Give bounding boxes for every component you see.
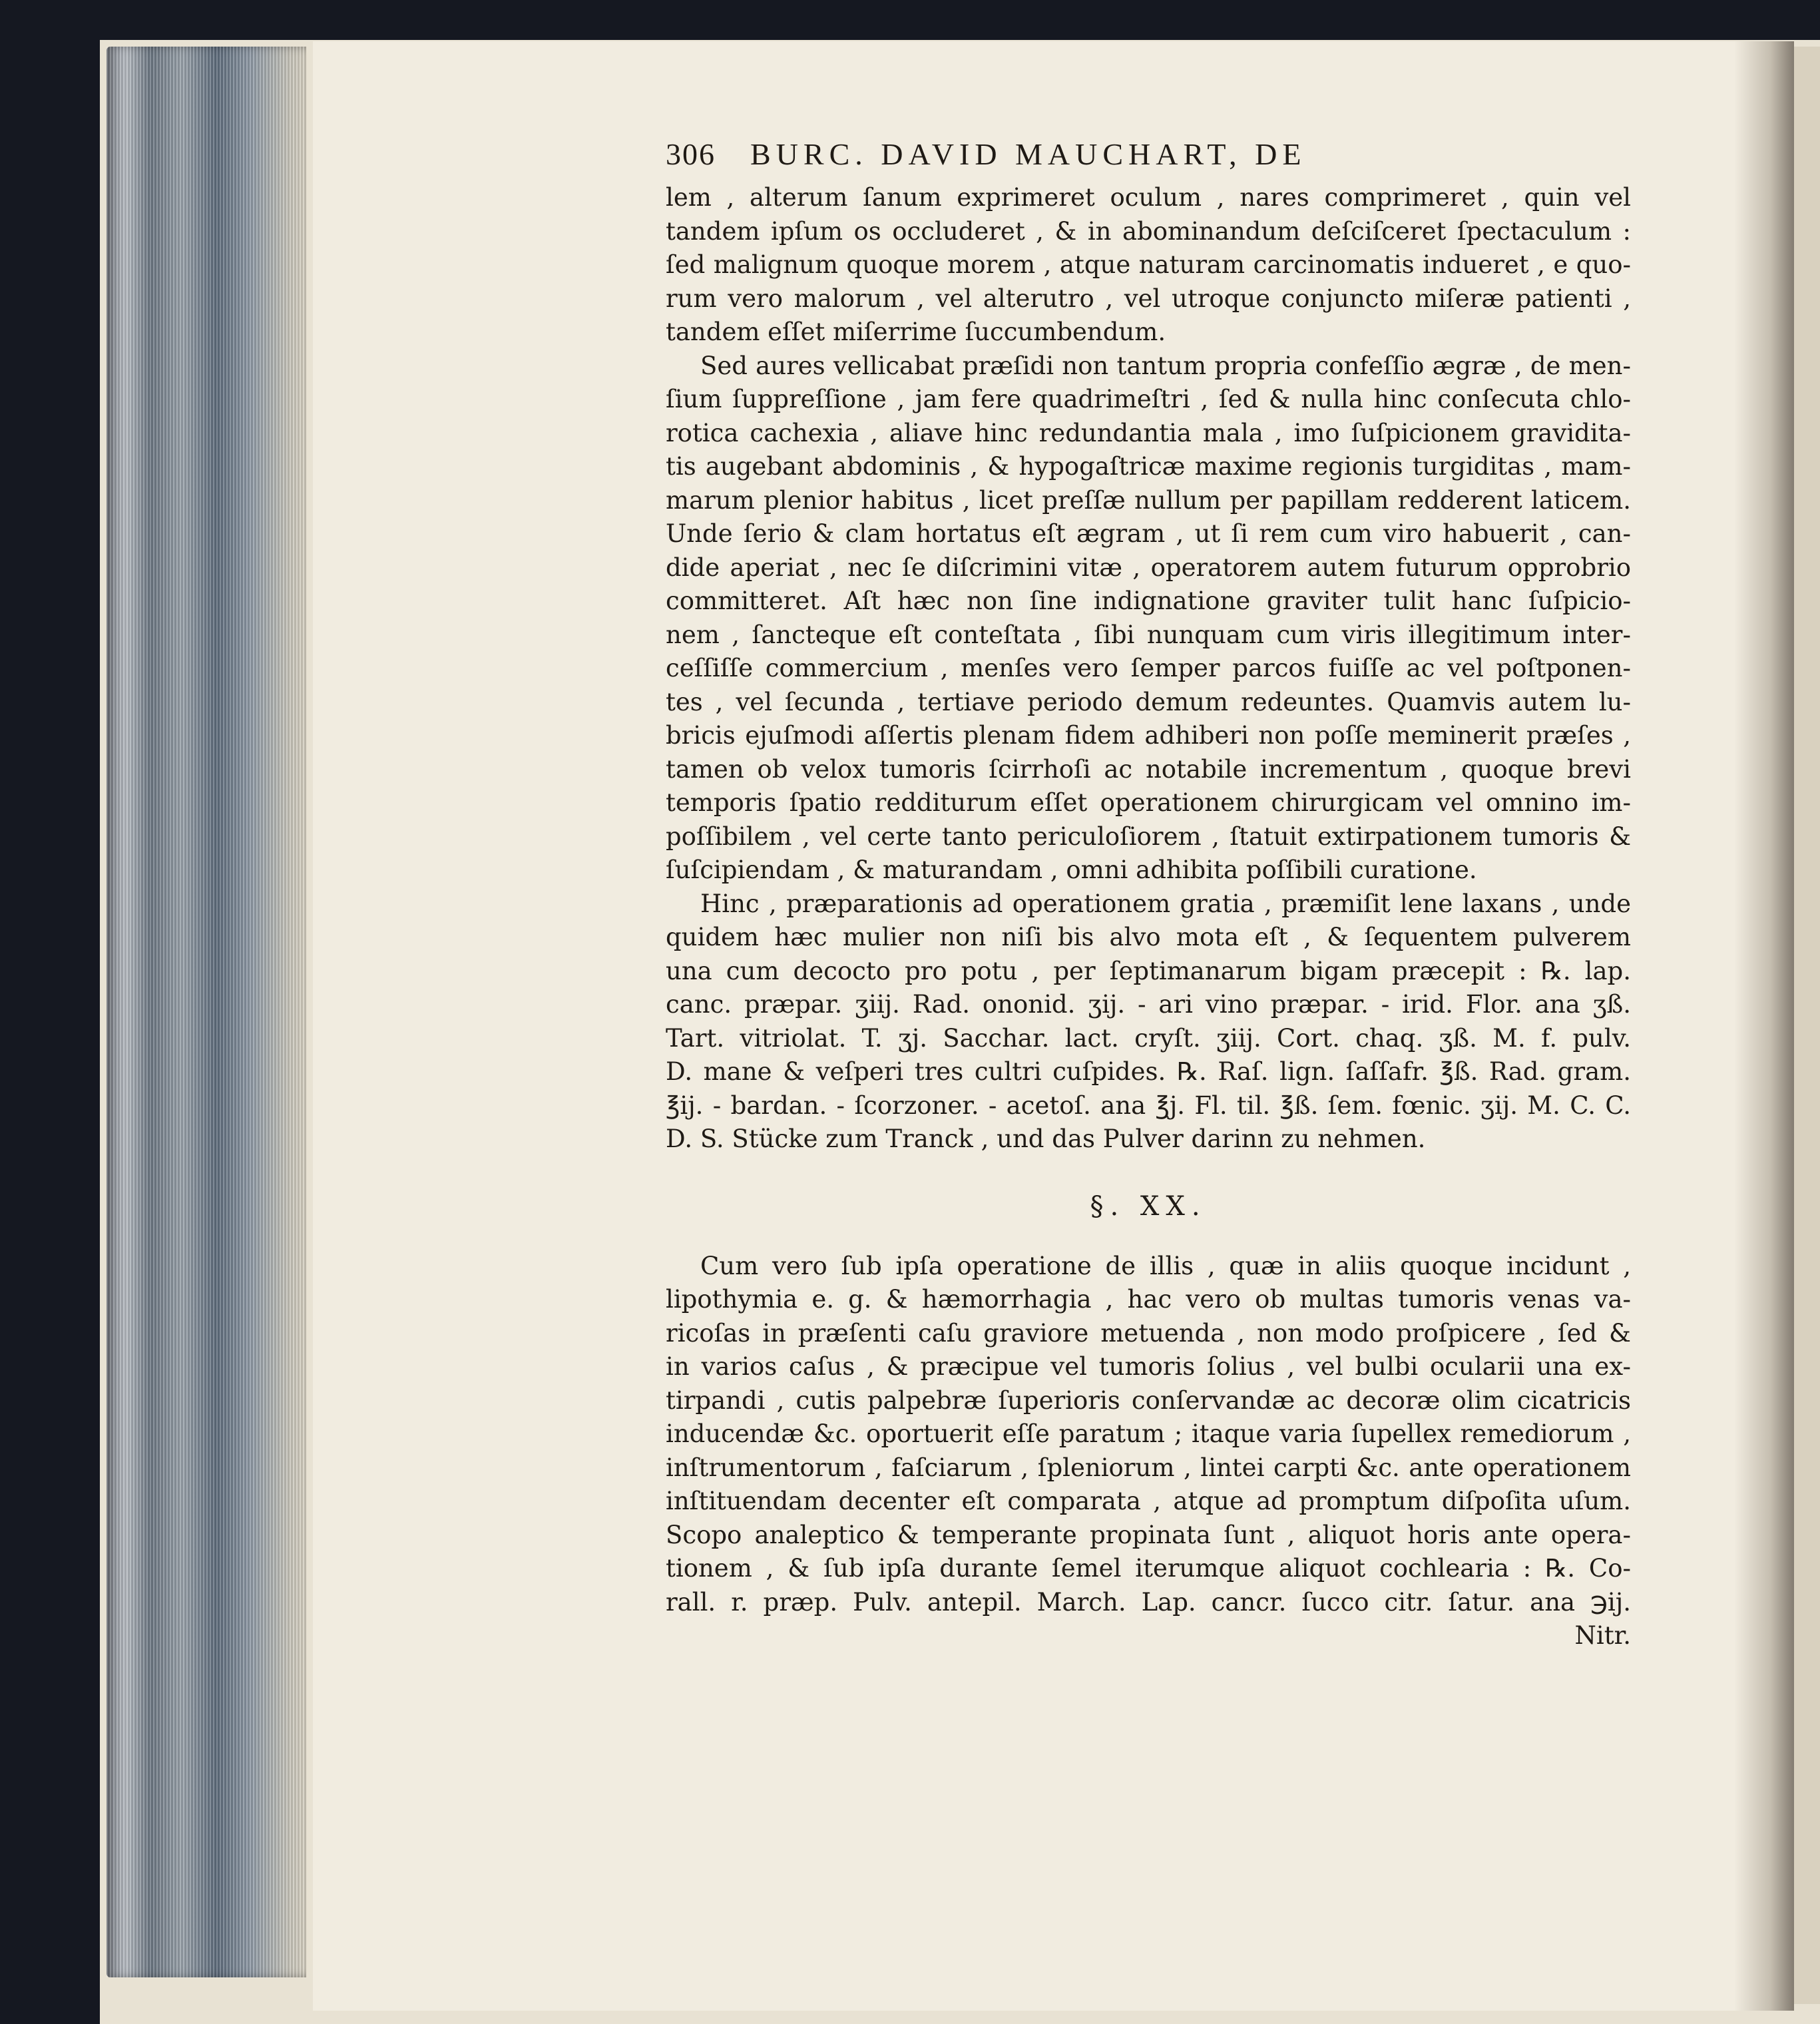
text-line: ſium ſuppreſſione , jam fere quadrimeſtri , ſed & nulla hinc conſecuta chlo- — [666, 385, 1631, 413]
paragraph-3 — [666, 887, 1631, 1156]
page-text — [666, 133, 1631, 1653]
text-line: bricis ejuſmodi aſſertis plenam fidem adhiberi non poſſe meminerit præſes , — [666, 721, 1631, 750]
text-line: D. S. Stücke zum Tranck , und das Pulver darinn zu nehmen. — [666, 1125, 1426, 1153]
text-line: tis augebant abdominis , & hypogaſtricæ maxime regionis turgiditas , mam- — [666, 452, 1631, 481]
text-line: lipothymia e. g. & hæmorrhagia , hac vero ob multas tumoris venas va- — [666, 1285, 1631, 1314]
paragraph-1 — [666, 181, 1631, 350]
text-line: tandem eſſet miſerrime ſuccumbendum. — [666, 318, 1166, 346]
text-line: temporis ſpatio redditurum eſſet operationem chirurgicam vel omnino im- — [666, 788, 1631, 817]
facing-page-edge — [1794, 47, 1820, 2004]
page-number: 306 — [666, 137, 716, 171]
running-title: BURC. DAVID MAUCHART, DE — [750, 137, 1307, 171]
text-line: tamen ob velox tumoris ſcirrhoſi ac notabile incrementum , quoque brevi — [666, 754, 1631, 784]
text-line: rall. r. præp. Pulv. antepil. March. Lap. cancr. ſucco citr. ſatur. ana ℈ij. — [666, 1587, 1631, 1617]
text-line: poſſibilem , vel certe tanto periculoſiorem , ſtatuit extirpationem tumoris & — [666, 822, 1631, 851]
text-line: ſed malignum quoque morem , atque naturam carcinomatis indueret , e quo- — [666, 250, 1631, 279]
text-line: tionem , & ſub ipſa durante ſemel iterumque aliquot cochlearia : ℞. Co- — [666, 1554, 1631, 1583]
text-line: ſuſcipiendam , & maturandam , omni adhibita poſſibili curatione. — [666, 856, 1477, 884]
text-line: ceſſiſſe commercium , menſes vero ſemper parcos fuiſſe ac vel poſtponen- — [666, 654, 1631, 682]
catchword: Nitr. — [1574, 1621, 1631, 1650]
text-line: Hinc , præparationis ad operationem gratia , præmiſit lene laxans , unde — [700, 889, 1631, 918]
text-line: marum plenior habitus , licet preſſæ nullum per papillam redderent laticem. — [666, 485, 1631, 515]
text-line: Scopo analeptico & temperante propinata ſunt , aliquot horis ante opera- — [666, 1520, 1631, 1549]
text-line: ricoſas in præſenti caſu graviore metuenda , non modo proſpicere , ſed & — [666, 1318, 1631, 1348]
text-line: Unde ſerio & clam hortatus eſt ægram , ut ſi rem cum viro habuerit , can- — [666, 519, 1631, 548]
text-line: tirpandi , cutis palpebræ ſuperioris conſervandæ ac decoræ olim cicatricis — [666, 1386, 1631, 1415]
book-fore-edge — [107, 47, 306, 1977]
text-line: canc. præpar. ʒiij. Rad. ononid. ʒij. - ari vino præpar. - irid. Flor. ana ʒß. — [666, 990, 1631, 1019]
paragraph-4 — [666, 1250, 1631, 1620]
text-line: nem , ſancteque eſt conteſtata , ſibi nunquam cum viris illegitimum inter- — [666, 620, 1631, 649]
text-line: inducendæ &c. oportuerit eſſe paratum ; itaque varia ſupellex remediorum , — [666, 1419, 1631, 1448]
text-line: tes , vel ſecunda , tertiave periodo demum redeuntes. Quamvis autem lu- — [666, 687, 1631, 716]
text-line: ℥ij. - bardan. - ſcorzoner. - acetoſ. ana ℥j. Fl. til. ℥ß. ſem. fœnic. ʒij. M. C. C. — [666, 1091, 1631, 1120]
text-line: una cum decocto pro potu , per ſeptimanarum bigam præcepit : ℞. lap. — [666, 956, 1631, 985]
page-gutter-shadow — [1734, 41, 1794, 2011]
text-line: lem , alterum ſanum exprimeret oculum , nares comprimeret , quin vel — [666, 183, 1631, 212]
text-line: dide aperiat , nec ſe diſcrimini vitæ , operatorem autem futurum opprobrio — [666, 553, 1631, 582]
text-line: tandem ipſum os occluderet , & in abominandum deſciſceret ſpectaculum : — [666, 216, 1631, 246]
text-line: Sed aures vellicabat præſidi non tantum propria confeſſio ægræ , de men- — [700, 351, 1631, 380]
text-line: rum vero malorum , vel alterutro , vel utroque conjuncto miſeræ patienti , — [666, 284, 1631, 313]
text-line: in varios caſus , & præcipue vel tumoris ſolius , vel bulbi ocularii una ex- — [666, 1352, 1631, 1381]
text-line: Tart. vitriolat. T. ʒj. Sacchar. lact. cryſt. ʒiij. Cort. chaq. ʒß. M. f. pulv. — [666, 1023, 1631, 1053]
text-line: Cum vero ſub ipſa operatione de illis , quæ in aliis quoque incidunt , — [700, 1251, 1631, 1280]
text-line: D. mane & veſperi tres cultri cuſpides. ℞. Raſ. lign. ſaſſafr. ℥ß. Rad. gram. — [666, 1057, 1631, 1086]
section-heading: §. XX. — [1090, 1190, 1207, 1222]
text-line: rotica cachexia , aliave hinc redundantia mala , imo ſuſpicionem gravidita- — [666, 418, 1631, 447]
text-line: committeret. Aſt hæc non ſine indignatione graviter tulit hanc ſuſpicio- — [666, 587, 1631, 615]
text-line: inſtituendam decenter eſt comparata , atque ad promptum diſpoſita uſum. — [666, 1487, 1631, 1515]
paragraph-2 — [666, 350, 1631, 887]
text-line: quidem hæc mulier non niſi bis alvo mota eſt , & ſequentem pulverem — [666, 923, 1631, 951]
running-header — [666, 133, 1631, 176]
text-line: inſtrumentorum , faſciarum , ſpleniorum , lintei carpti &c. ante operationem — [666, 1453, 1631, 1482]
